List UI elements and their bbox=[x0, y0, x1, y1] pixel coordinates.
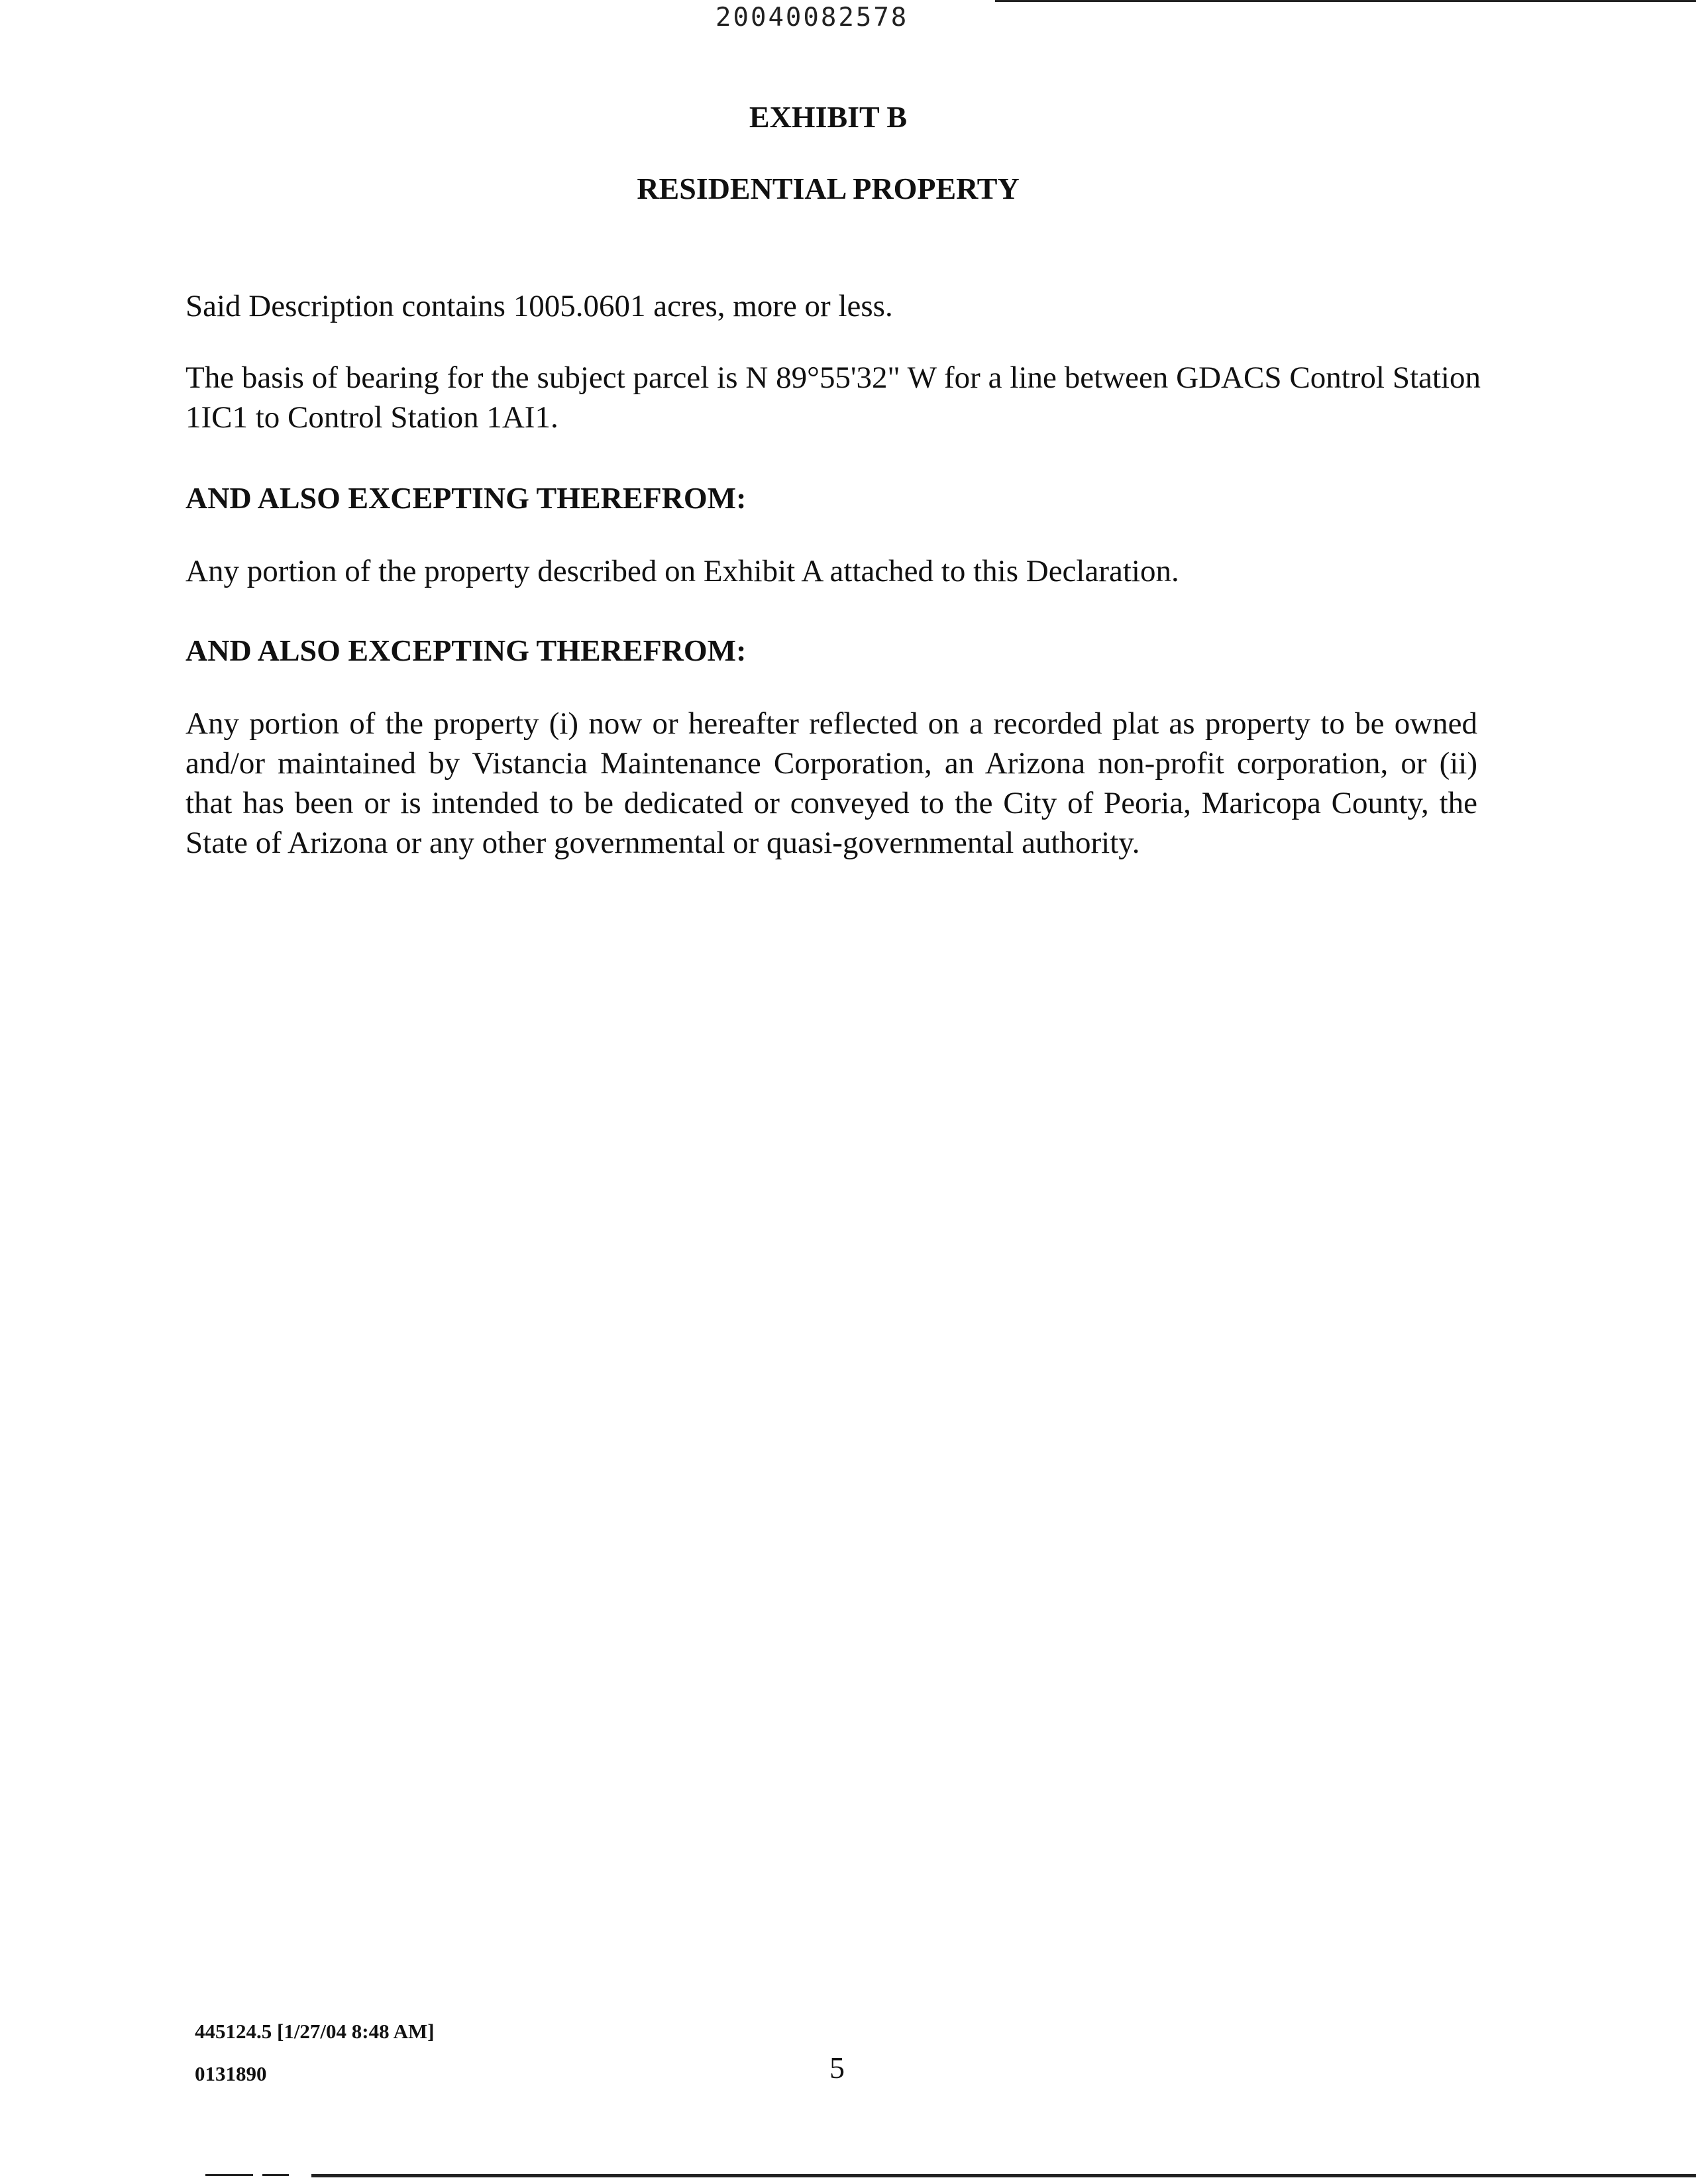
bottom-rule-short bbox=[205, 2174, 253, 2176]
exception-heading-1: AND ALSO EXCEPTING THEREFROM: bbox=[186, 481, 747, 515]
exception-heading-2: AND ALSO EXCEPTING THEREFROM: bbox=[186, 633, 747, 667]
footer-client-code: 0131890 bbox=[195, 2062, 267, 2085]
basis-of-bearing-paragraph: The basis of bearing for the subject parcel is N 89°55'32" W for a line between GDACS Control Station 1IC1 to Control Station 1AI1. bbox=[186, 360, 1481, 435]
exception-text-1: Any portion of the property described on Exhibit A attached to this Declaration. bbox=[186, 554, 1179, 588]
bottom-rule-dash bbox=[262, 2174, 289, 2176]
section-title: RESIDENTIAL PROPERTY bbox=[637, 172, 1020, 205]
footer-document-ref: 445124.5 [1/27/04 8:48 AM] bbox=[195, 2020, 435, 2043]
exception-text-2: Any portion of the property (i) now or hereafter reflected on a recorded plat as property to be owned and/or maintained by Vistancia Maintenance Corporation, an Arizona non-profit corporation, or (ii) that has been or is intended to be dedicated or conveyed to the City of Peoria, Maricopa County, the State of Arizona or any other governmental or quasi-governmental authority. bbox=[186, 706, 1477, 860]
recording-number: 20040082578 bbox=[716, 3, 909, 32]
exhibit-title: EXHIBIT B bbox=[749, 100, 908, 134]
top-rule bbox=[995, 0, 1696, 2]
page-number: 5 bbox=[829, 2051, 845, 2085]
acreage-paragraph: Said Description contains 1005.0601 acres, more or less. bbox=[186, 289, 893, 323]
bottom-rule-long bbox=[311, 2174, 1696, 2177]
